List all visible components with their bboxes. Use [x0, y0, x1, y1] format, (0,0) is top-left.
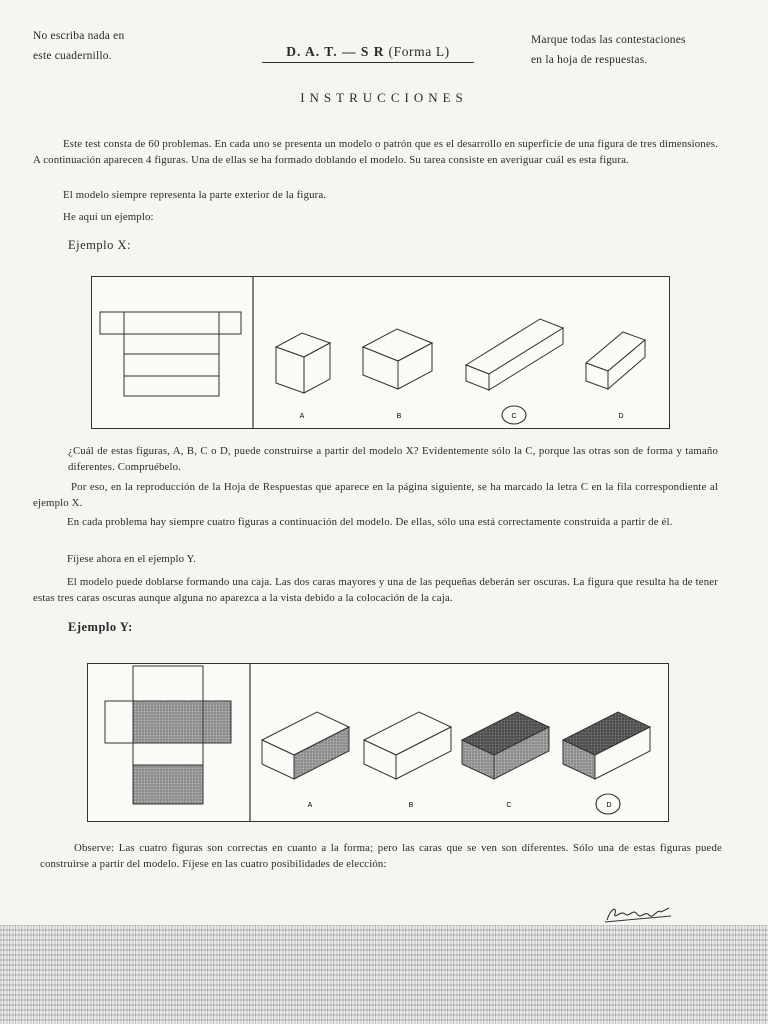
paragraph-example-intro: He aquí un ejemplo:	[63, 211, 154, 223]
example-y-option-a-box	[262, 712, 349, 779]
example-y-label-a: A	[307, 802, 313, 809]
example-x-option-b-box	[363, 329, 432, 389]
paragraph-four-figures: En cada problema hay siempre cuatro figuras a continuación del modelo. De ellas, sólo una está correctamente construida a partir de él.	[67, 516, 673, 528]
header-right-note	[531, 30, 686, 70]
example-x-label: Ejemplo X:	[68, 238, 131, 252]
test-code: D. A. T. — S R	[286, 44, 385, 59]
example-x-label-c: C	[511, 413, 517, 420]
example-y-label-d: D	[606, 802, 612, 809]
header-left-line2: este cuadernillo.	[33, 50, 112, 62]
example-x-option-d-wedge	[586, 332, 645, 389]
paragraph-observe: Observe: Las cuatro figuras son correctas en cuanto a la forma; pero las caras que se ven son diferentes. Sólo una de estas figuras puede construirse a partir del modelo. Fíjese en las cuatro posibilidades de elección:	[40, 842, 722, 870]
example-x-figure	[91, 276, 670, 429]
example-x-label-d: D	[618, 413, 624, 420]
header-right-line1: Marque todas las contestaciones	[531, 34, 686, 46]
example-x-label-b: B	[396, 413, 402, 420]
scan-artifact-band	[0, 925, 768, 1024]
example-y-label: Ejemplo Y:	[68, 620, 133, 634]
header-left-line1: No escriba nada en	[33, 30, 125, 42]
example-y-figure	[87, 663, 669, 822]
example-x-net	[100, 312, 241, 396]
paragraph-box-explanation: El modelo puede doblarse formando una caja. Las dos caras mayores y una de las pequeñas deberán ser oscuras. La figura que resulta ha de tener estas tres caras oscuras aunque alguna no aparezca a la vista debido a la colocación de la caja.	[33, 576, 718, 604]
example-y-option-b-box	[364, 712, 451, 779]
example-y-net	[105, 666, 231, 804]
example-x-option-a-cube	[276, 333, 330, 393]
paragraph-model-note: El modelo siempre representa la parte exterior de la figura.	[63, 189, 327, 201]
test-title	[262, 44, 474, 63]
test-form: (Forma L)	[388, 44, 450, 59]
header-left-note	[33, 26, 124, 66]
paragraph-intro: Este test consta de 60 problemas. En cada uno se presenta un modelo o patrón que es el desarrollo en superficie de una figura de tres dimensiones. A continuación aparecen 4 figuras. Una de ellas se ha formado doblando el modelo. Su tarea consiste en averiguar cuál es esta figura.	[33, 138, 718, 166]
example-x-option-c-long-box	[466, 319, 563, 390]
handwritten-signature	[603, 902, 675, 926]
paragraph-example-y-intro: Fíjese ahora en el ejemplo Y.	[67, 553, 197, 565]
paragraph-answer-sheet: Por eso, en la reproducción de la Hoja de Respuestas que aparece en la página siguiente, se ha marcado la letra C en la fila correspondiente al ejemplo X.	[33, 481, 718, 509]
example-y-option-d-box	[563, 712, 650, 779]
paragraph-question-x-text: ¿Cuál de estas figuras, A, B, C o D, puede construirse a partir del modelo X? Evidentemente sólo la C, porque las otras son de forma y tamaño diferentes. Compruébelo.	[68, 445, 718, 473]
example-x-label-a: A	[299, 413, 305, 420]
example-y-label-c: C	[506, 802, 512, 809]
example-y-option-c-box	[462, 712, 549, 779]
header-right-line2: en la hoja de respuestas.	[531, 54, 648, 66]
example-y-label-b: B	[408, 802, 414, 809]
instructions-heading: INSTRUCCIONES	[300, 90, 468, 105]
paragraph-question-x	[68, 444, 718, 475]
